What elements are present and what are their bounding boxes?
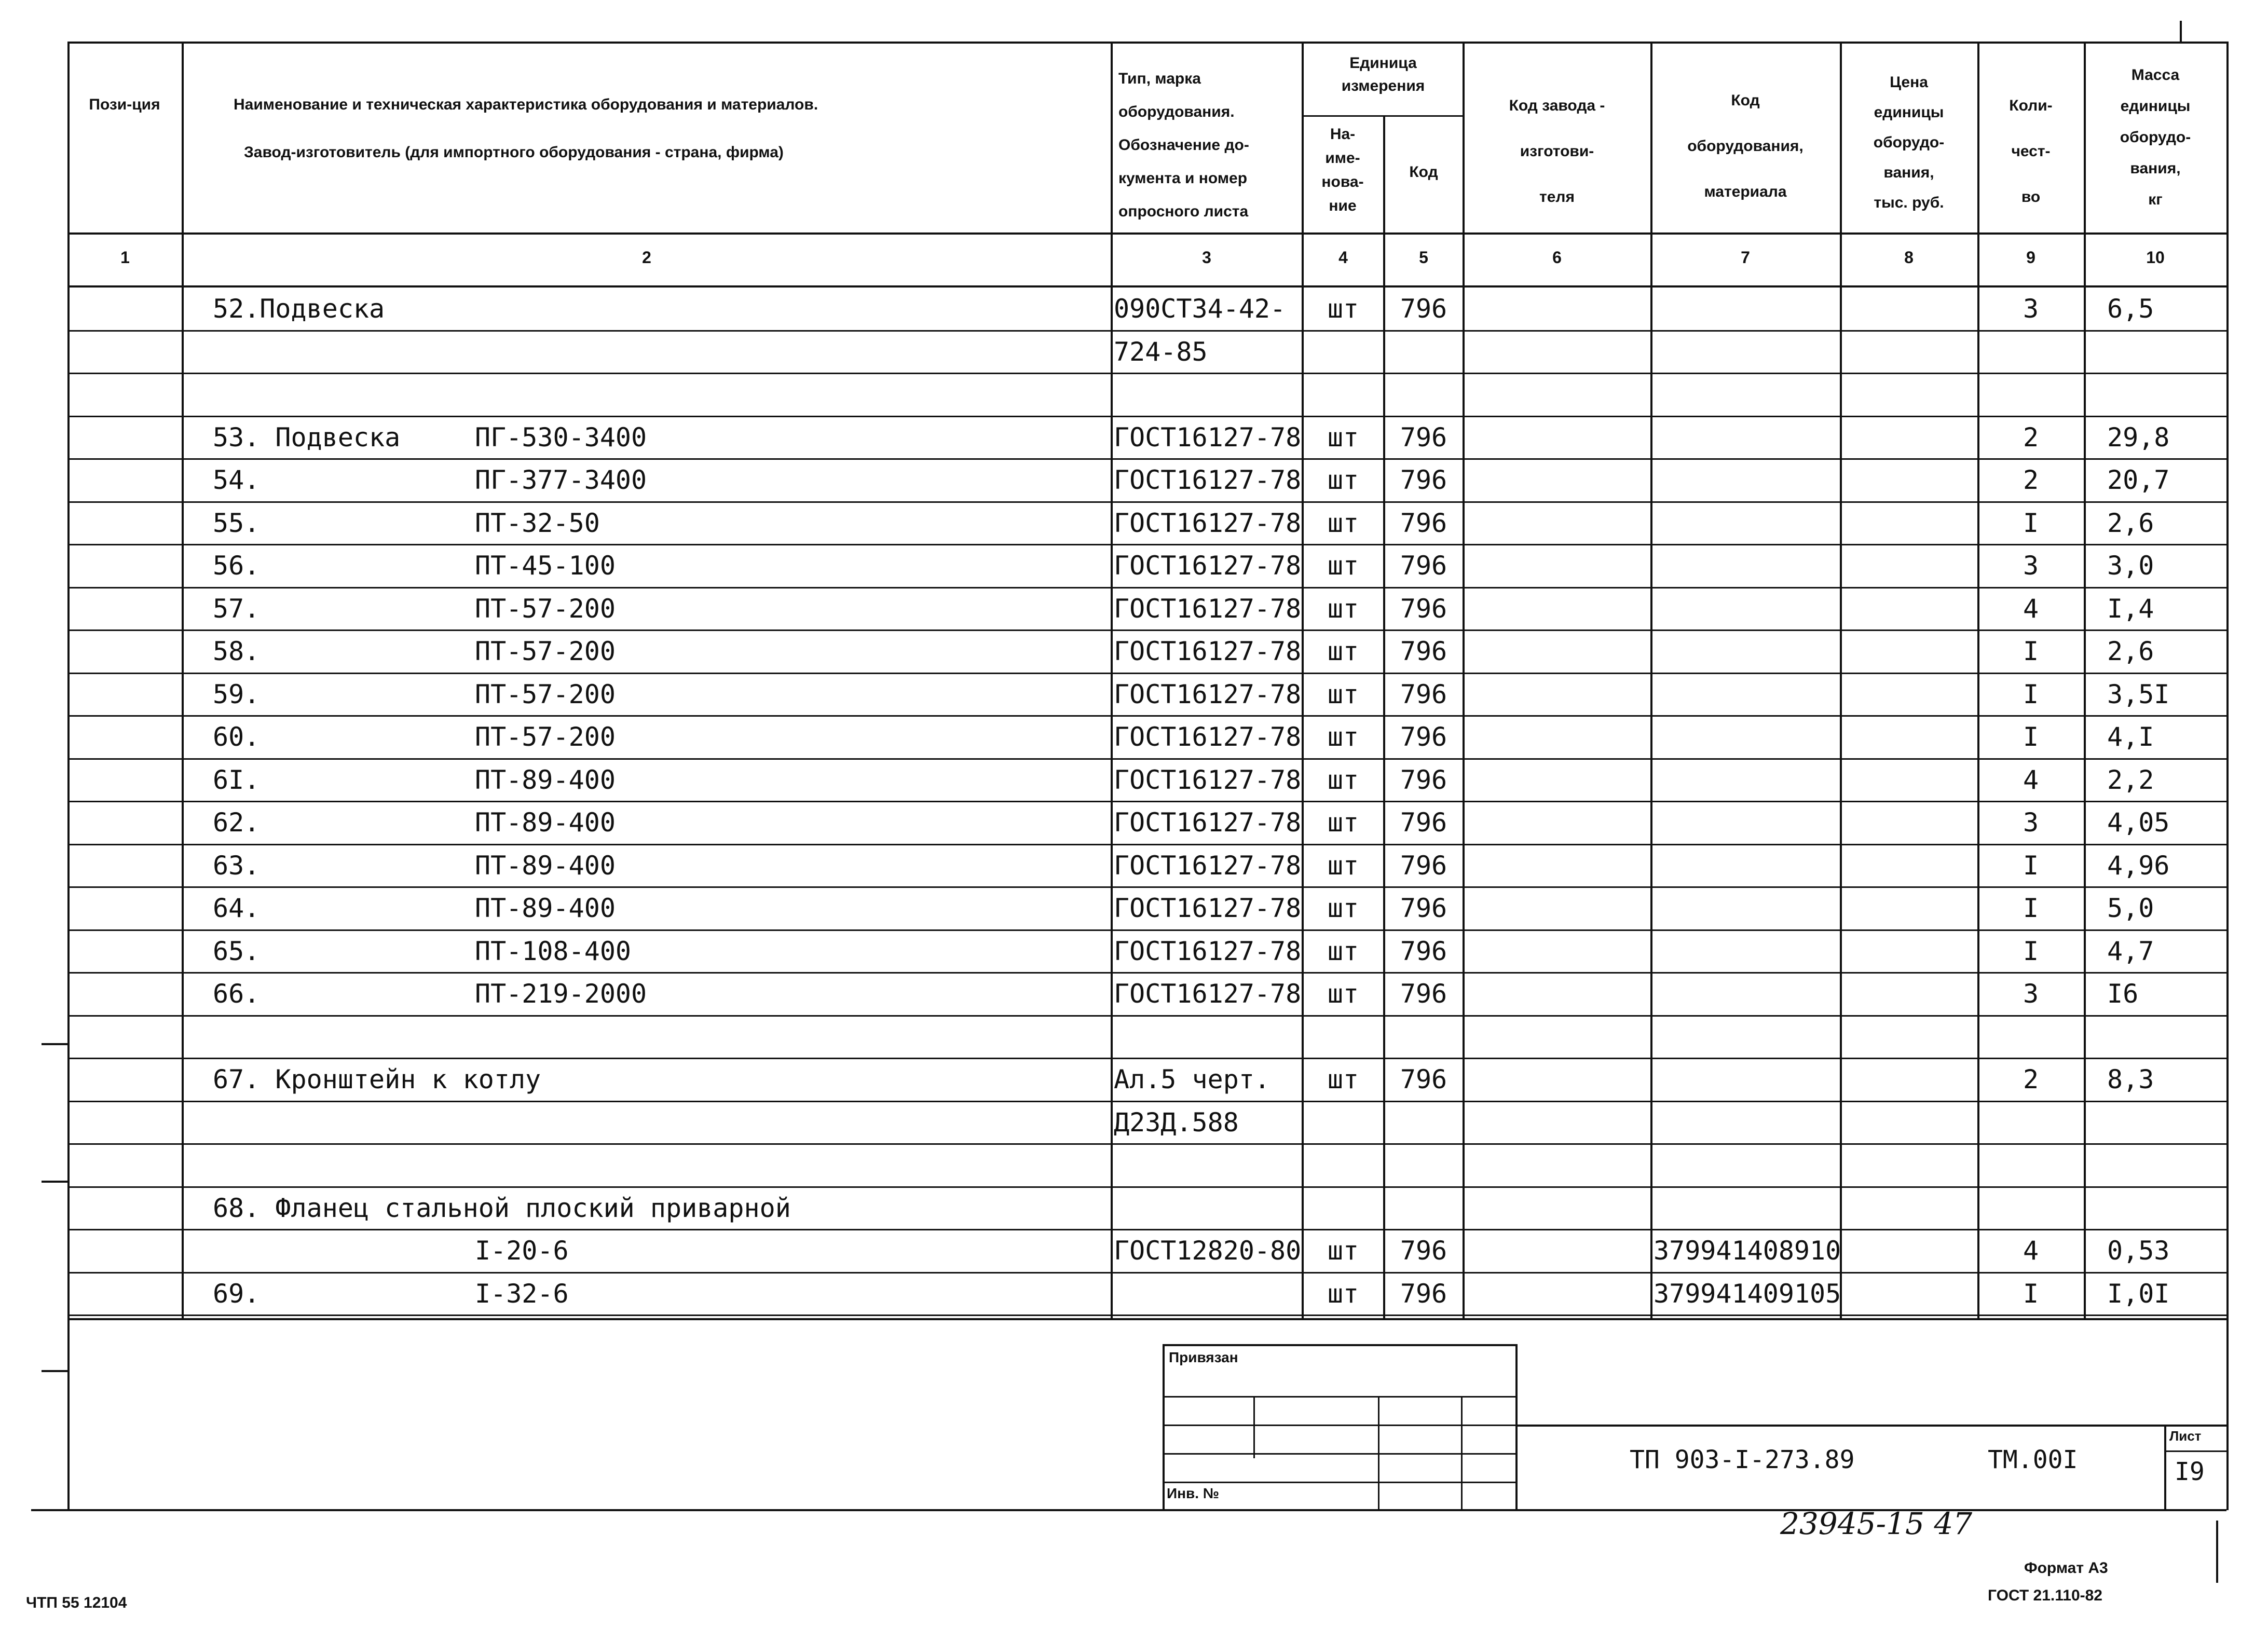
cell-doc: 724-85: [1114, 336, 1208, 367]
hdr-unit-group: Единица измерения: [1341, 54, 1425, 94]
row-separator: [67, 629, 2226, 631]
colnum-6: 6: [1552, 248, 1562, 267]
cell-code: 796: [1400, 1236, 1447, 1266]
col-line-1: [182, 42, 184, 1318]
colnum-1: 1: [120, 248, 130, 267]
cell-qty: I: [2023, 936, 2039, 966]
cell-code: 796: [1400, 807, 1447, 838]
sheet-cell-left: [2164, 1425, 2166, 1510]
margin-tick-1: [42, 1043, 67, 1045]
cell-qty: 3: [2023, 979, 2039, 1009]
hdr-c10-l5: кг: [2148, 191, 2163, 208]
cell-name: 67. Кронштейн к котлу: [213, 1064, 541, 1094]
cell-code: 796: [1400, 1064, 1447, 1094]
cell-code: 796: [1400, 679, 1447, 709]
row-separator: [67, 501, 2226, 503]
col-line-10: [2226, 42, 2229, 1510]
cell-code: 796: [1400, 850, 1447, 881]
cell-code: 796: [1400, 636, 1447, 666]
hdr-c4-l2: име-: [1325, 149, 1360, 167]
colnum-10: 10: [2146, 248, 2165, 267]
stamp-inv-label: Инв. №: [1167, 1485, 1220, 1501]
col-line-2: [1111, 42, 1113, 1318]
cell-doc: ГОСТ16127-78: [1114, 807, 1302, 838]
cell-unit: шт: [1327, 1236, 1359, 1266]
cell-qty: 4: [2023, 1236, 2039, 1266]
col-line-9: [2084, 42, 2086, 1318]
cell-mass: 2,6: [2107, 508, 2154, 538]
hdr-c10-l4: вания,: [2130, 160, 2181, 177]
stamp-box-left: [1163, 1344, 1165, 1510]
cell-mark: ПТ-57-200: [475, 679, 616, 709]
cell-qty: I: [2023, 636, 2039, 666]
cell-mass: 4,05: [2107, 807, 2170, 838]
cell-mass: 6,5: [2107, 294, 2154, 324]
cell-unit: шт: [1327, 807, 1359, 838]
hdr-c4-l4: ние: [1329, 197, 1357, 214]
hdr-c8-l4: вания,: [1883, 164, 1934, 181]
cell-unit: шт: [1327, 850, 1359, 881]
cell-doc: ГОСТ16127-78: [1114, 936, 1302, 966]
cell-code: 796: [1400, 551, 1447, 581]
cell-mark: ПТ-57-200: [475, 593, 616, 624]
hdr-c7-l3: материала: [1704, 183, 1787, 200]
cell-unit: шт: [1327, 636, 1359, 666]
sheet-cell-line: [2164, 1450, 2226, 1452]
table-bottom-line: [67, 1318, 2226, 1320]
cell-doc: ГОСТ16127-78: [1114, 508, 1302, 538]
stamp-col-2: [1378, 1396, 1379, 1510]
hdr-c3-l5: опросного листа: [1118, 203, 1249, 220]
row-separator: [67, 844, 2226, 845]
cell-qty: 2: [2023, 1064, 2039, 1094]
hdr-unit-name: [1304, 122, 1382, 218]
cell-doc: Д23Д.588: [1114, 1107, 1239, 1138]
hdr-name-line1: Наименование и техническая характеристика оборудования и материалов.: [234, 96, 818, 113]
row-separator: [67, 673, 2226, 674]
cell-mass: I6: [2107, 979, 2139, 1009]
row-separator: [67, 1101, 2226, 1102]
margin-tick-right: [2216, 1521, 2218, 1583]
row-separator: [67, 1058, 2226, 1059]
margin-tick-top: [2180, 21, 2182, 42]
colnum-8: 8: [1904, 248, 1914, 267]
hdr-c6-l3: теля: [1539, 188, 1575, 206]
margin-tick-3: [42, 1370, 67, 1372]
row-separator: [67, 886, 2226, 888]
cell-eq: 379941408910: [1654, 1236, 1841, 1266]
cell-code: 796: [1400, 722, 1447, 752]
cell-name: 69.: [213, 1278, 260, 1309]
cell-qty: I: [2023, 722, 2039, 752]
cell-name: 55.: [213, 508, 260, 538]
cell-doc: Ал.5 черт.: [1114, 1064, 1270, 1094]
cell-qty: I: [2023, 893, 2039, 923]
cell-mark: ПТ-89-400: [475, 893, 616, 923]
hdr-c7-l2: оборудования,: [1687, 138, 1804, 155]
cell-name: 63.: [213, 850, 260, 881]
cell-doc: ГОСТ16127-78: [1114, 551, 1302, 581]
cell-code: 796: [1400, 465, 1447, 495]
row-separator: [67, 758, 2226, 760]
cell-doc: ГОСТ16127-78: [1114, 979, 1302, 1009]
title-top-line: [1515, 1425, 2226, 1427]
col-line-7: [1840, 42, 1842, 1318]
cell-mass: 4,7: [2107, 936, 2154, 966]
hdr-price: [1842, 67, 1976, 218]
cell-unit: шт: [1327, 722, 1359, 752]
cell-doc: ГОСТ16127-78: [1114, 893, 1302, 923]
cell-mark: ПТ-108-400: [475, 936, 632, 966]
stamp-row-1: [1163, 1396, 1515, 1398]
stamp-bound-label: Привязан: [1169, 1349, 1238, 1365]
cell-doc: ГОСТ16127-78: [1114, 722, 1302, 752]
cell-doc: ГОСТ16127-78: [1114, 636, 1302, 666]
cell-mass: I,4: [2107, 593, 2154, 624]
cell-unit: шт: [1327, 294, 1359, 324]
cell-qty: 4: [2023, 593, 2039, 624]
stamp-row-3: [1163, 1453, 1515, 1455]
hdr-c4-l1: На-: [1330, 126, 1356, 143]
cell-mass: 5,0: [2107, 893, 2154, 923]
hdr-c3-l1: Тип, марка: [1118, 70, 1201, 87]
stamp-col-3: [1461, 1396, 1463, 1510]
row-separator: [67, 715, 2226, 717]
cell-mass: 29,8: [2107, 422, 2170, 453]
cell-mass: I,0I: [2107, 1278, 2170, 1309]
cell-name: 65.: [213, 936, 260, 966]
hdr-c4-l3: нова-: [1321, 173, 1364, 190]
cell-mark: ПТ-45-100: [475, 551, 616, 581]
cell-mark: ПТ-89-400: [475, 850, 616, 881]
cell-doc: ГОСТ16127-78: [1114, 422, 1302, 453]
row-separator: [67, 1143, 2226, 1145]
cell-eq: 379941409105: [1654, 1278, 1841, 1309]
cell-doc: 090СТ34-42-: [1114, 294, 1286, 324]
cell-code: 796: [1400, 593, 1447, 624]
row-separator: [67, 1015, 2226, 1017]
cell-code: 796: [1400, 764, 1447, 795]
hdr-c10-l3: оборудо-: [2120, 129, 2191, 146]
stamp-box-right: [1515, 1344, 1518, 1510]
col-line-6: [1650, 42, 1652, 1318]
cell-code: 796: [1400, 979, 1447, 1009]
stamp-box-top: [1163, 1344, 1515, 1346]
hdr-c6-l2: изготови-: [1520, 143, 1594, 160]
cell-qty: I: [2023, 850, 2039, 881]
cell-mass: 4,I: [2107, 722, 2154, 752]
format-label: Формат А3: [2024, 1559, 2108, 1577]
cell-qty: I: [2023, 508, 2039, 538]
row-separator: [67, 972, 2226, 974]
hdr-c8-l5: тыс. руб.: [1874, 194, 1944, 211]
cell-mark: ПТ-89-400: [475, 764, 616, 795]
cell-mark: ПГ-377-3400: [475, 465, 647, 495]
cell-doc: ГОСТ16127-78: [1114, 850, 1302, 881]
hdr-unit-code: Код: [1409, 163, 1438, 181]
unit-group-line: [1302, 115, 1463, 117]
cell-doc: ГОСТ16127-78: [1114, 679, 1302, 709]
cell-unit: шт: [1327, 508, 1359, 538]
cell-name: 64.: [213, 893, 260, 923]
stamp-row-2: [1163, 1425, 1515, 1426]
colnum-bottom-line: [67, 285, 2226, 287]
cell-mass: 3,5I: [2107, 679, 2170, 709]
cell-mark: ПТ-32-50: [475, 508, 600, 538]
cell-name: 6I.: [213, 764, 260, 795]
hdr-type-mark: [1118, 62, 1297, 228]
cell-qty: 3: [2023, 294, 2039, 324]
col-line-5: [1463, 42, 1465, 1318]
cell-qty: 3: [2023, 807, 2039, 838]
cell-name: 58.: [213, 636, 260, 666]
row-separator: [67, 373, 2226, 374]
cell-doc: ГОСТ16127-78: [1114, 764, 1302, 795]
cell-code: 796: [1400, 936, 1447, 966]
hdr-c6-l1: Код завода -: [1509, 97, 1605, 114]
hdr-equipment-code: [1652, 78, 1838, 215]
hdr-c8-l3: оборудо-: [1873, 134, 1945, 151]
cell-mark: I-20-6: [475, 1236, 569, 1266]
cell-code: 796: [1400, 1278, 1447, 1309]
cell-qty: I: [2023, 1278, 2039, 1309]
hdr-c3-l2: оборудования.: [1118, 103, 1235, 120]
header-bottom-line: [67, 232, 2226, 235]
cell-doc: ГОСТ12820-80: [1114, 1236, 1302, 1266]
cell-unit: шт: [1327, 593, 1359, 624]
hdr-position: Пози-ция: [89, 96, 160, 113]
cell-unit: шт: [1327, 936, 1359, 966]
colnum-9: 9: [2026, 248, 2035, 267]
cell-unit: шт: [1327, 679, 1359, 709]
cell-mark: ПТ-57-200: [475, 722, 616, 752]
colnum-4: 4: [1338, 248, 1348, 267]
cell-doc: ГОСТ16127-78: [1114, 593, 1302, 624]
cell-unit: шт: [1327, 1064, 1359, 1094]
cell-qty: 2: [2023, 422, 2039, 453]
cell-mass: 8,3: [2107, 1064, 2154, 1094]
cell-name: 60.: [213, 722, 260, 752]
stamp-col-1: [1253, 1396, 1255, 1458]
row-separator: [67, 1186, 2226, 1188]
gost-label: ГОСТ 21.110-82: [1988, 1587, 2102, 1604]
hdr-name-line2: Завод-изготовитель (для импортного оборудования - страна, фирма): [244, 144, 784, 161]
cell-qty: 3: [2023, 551, 2039, 581]
cell-name: 68. Фланец стальной плоский приварной: [213, 1193, 791, 1223]
cell-unit: шт: [1327, 764, 1359, 795]
hdr-c3-l4: кумента и номер: [1118, 170, 1248, 187]
hdr-c8-l2: единицы: [1874, 104, 1944, 121]
doc-code: ТП 903-I-273.89: [1630, 1445, 1855, 1474]
cell-name: 59.: [213, 679, 260, 709]
cell-mass: 3,0: [2107, 551, 2154, 581]
cell-code: 796: [1400, 893, 1447, 923]
hdr-c9-l1: Коли-: [2009, 97, 2053, 114]
cell-mark: ПТ-219-2000: [475, 979, 647, 1009]
left-code-label: ЧТП 55 12104: [26, 1594, 127, 1611]
stamp-row-4: [1163, 1482, 1515, 1483]
cell-name: 56.: [213, 551, 260, 581]
cell-name: 57.: [213, 593, 260, 624]
row-separator: [67, 330, 2226, 332]
cell-unit: шт: [1327, 465, 1359, 495]
row-separator: [67, 416, 2226, 417]
cell-mark: ПТ-89-400: [475, 807, 616, 838]
cell-mark: I-32-6: [475, 1278, 569, 1309]
row-separator: [67, 458, 2226, 460]
hdr-c9-l2: чест-: [2011, 143, 2051, 160]
hdr-c3-l3: Обозначение до-: [1118, 136, 1249, 154]
hdr-c9-l3: во: [2021, 188, 2041, 206]
colnum-2: 2: [642, 248, 651, 267]
row-separator: [67, 801, 2226, 802]
cell-qty: I: [2023, 679, 2039, 709]
cell-doc: ГОСТ16127-78: [1114, 465, 1302, 495]
sheet-label: Лист: [2169, 1428, 2202, 1444]
hdr-c10-l1: Масса: [2131, 66, 2180, 84]
hdr-c8-l1: Цена: [1890, 74, 1928, 91]
row-separator: [67, 587, 2226, 588]
cell-name: 66.: [213, 979, 260, 1009]
cell-qty: 2: [2023, 465, 2039, 495]
cell-mark: ПГ-530-3400: [475, 422, 647, 453]
cell-mass: 4,96: [2107, 850, 2170, 881]
hdr-c10-l2: единицы: [2120, 98, 2191, 115]
cell-name: 62.: [213, 807, 260, 838]
hdr-quantity: [1979, 83, 2082, 220]
sheet-code: ТМ.00I: [1988, 1445, 2078, 1474]
colnum-7: 7: [1741, 248, 1750, 267]
cell-code: 796: [1400, 422, 1447, 453]
cell-name: 52.Подвеска: [213, 294, 385, 324]
margin-tick-2: [42, 1181, 67, 1183]
hdr-factory-code: [1465, 83, 1649, 220]
cell-mass: 2,2: [2107, 764, 2154, 795]
table-top-border: [67, 42, 2226, 44]
hdr-mass: [2086, 60, 2225, 215]
cell-code: 796: [1400, 294, 1447, 324]
sheet-number: I9: [2175, 1457, 2205, 1486]
cell-unit: шт: [1327, 551, 1359, 581]
colnum-5: 5: [1419, 248, 1428, 267]
cell-unit: шт: [1327, 979, 1359, 1009]
cell-mass: 2,6: [2107, 636, 2154, 666]
cell-name: 53. Подвеска: [213, 422, 401, 453]
handwritten-number: 23945-15 47: [1780, 1506, 1973, 1541]
row-separator: [67, 1229, 2226, 1230]
cell-mark: ПТ-57-200: [475, 636, 616, 666]
cell-qty: 4: [2023, 764, 2039, 795]
hdr-c7-l1: Код: [1731, 92, 1760, 109]
row-separator: [67, 1272, 2226, 1274]
cell-unit: шт: [1327, 1278, 1359, 1309]
row-separator: [67, 544, 2226, 545]
cell-code: 796: [1400, 508, 1447, 538]
colnum-3: 3: [1202, 248, 1211, 267]
row-separator: [67, 1315, 2226, 1316]
cell-name: 54.: [213, 465, 260, 495]
row-separator: [67, 929, 2226, 931]
cell-unit: шт: [1327, 893, 1359, 923]
cell-mass: 0,53: [2107, 1236, 2170, 1266]
cell-unit: шт: [1327, 422, 1359, 453]
cell-mass: 20,7: [2107, 465, 2170, 495]
